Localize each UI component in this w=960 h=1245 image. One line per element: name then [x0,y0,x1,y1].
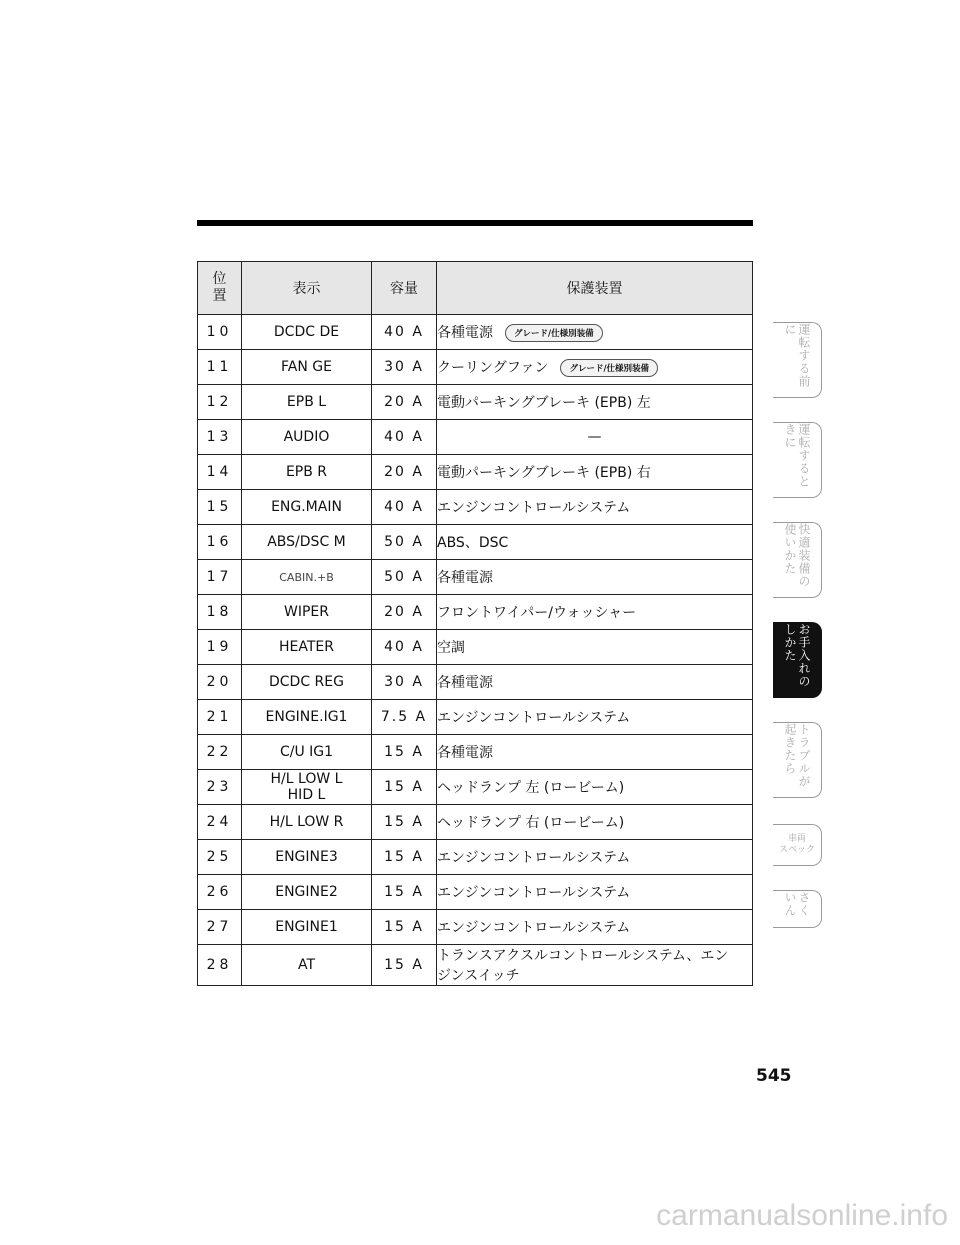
tab-label: さくいん [783,891,811,917]
tab-troubleshooting[interactable] [773,722,822,798]
table-row [198,490,753,525]
table-row [198,665,753,700]
cell-capacity: 15 A [372,805,437,840]
top-rule [197,220,753,226]
cell-position: 23 [198,770,242,805]
tab-label: 快適装備の使いかた [783,523,811,588]
tab-vehicle-specs[interactable] [773,824,822,866]
tab-label: お手入れのしかた [783,623,811,688]
cell-protection: ヘッドランプ 左 (ロービーム) [437,770,753,805]
cell-display: EPB R [242,455,372,490]
cell-display: DCDC DE [242,315,372,350]
table-header-row [198,262,753,315]
tab-index[interactable] [773,890,822,928]
cell-protection: フロントワイパー/ウォッシャー [437,595,753,630]
cell-protection [437,945,753,986]
cell-display: ABS/DSC M [242,525,372,560]
table-row [198,630,753,665]
protection-text: 各種電源 [437,325,493,341]
cell-display: ENGINE.IG1 [242,700,372,735]
table-row [198,385,753,420]
cell-capacity: 40 A [372,315,437,350]
tab-while-driving[interactable] [773,422,822,498]
table-row [198,560,753,595]
display-line-1: H/L LOW L [270,771,343,787]
header-capacity: 容量 [372,262,437,315]
cell-display: C/U IG1 [242,735,372,770]
table-row [198,770,753,805]
display-line-2: HID L [287,787,326,803]
cell-capacity: 15 A [372,770,437,805]
cell-position: 25 [198,840,242,875]
cell-capacity: 20 A [372,455,437,490]
cell-capacity: 40 A [372,630,437,665]
cell-display [242,770,372,805]
tab-label [779,834,815,856]
cell-capacity: 15 A [372,910,437,945]
tab-label: 運転するときに [783,423,811,488]
cell-protection: エンジンコントロールシステム [437,875,753,910]
cell-capacity: 15 A [372,945,437,986]
cell-capacity: 40 A [372,490,437,525]
table-row [198,875,753,910]
table-row [198,350,753,385]
cell-position: 19 [198,630,242,665]
tab-maintenance[interactable] [773,622,822,698]
cell-display: EPB L [242,385,372,420]
cell-capacity: 15 A [372,735,437,770]
page-number: 545 [756,1066,792,1086]
cell-capacity: 30 A [372,350,437,385]
cell-position: 16 [198,525,242,560]
fuse-table [197,261,753,986]
cell-capacity: 50 A [372,525,437,560]
tab-label: 運転する前に [783,323,811,388]
table-row [198,420,753,455]
cell-position: 12 [198,385,242,420]
cell-position: 28 [198,945,242,986]
table-row [198,315,753,350]
cell-display: FAN GE [242,350,372,385]
cell-protection: エンジンコントロールシステム [437,490,753,525]
cell-display: ENGINE3 [242,840,372,875]
cell-display: AT [242,945,372,986]
tab-label-line-1: 車両 [787,834,806,844]
cell-protection [437,350,753,385]
cell-protection: ヘッドランプ 右 (ロービーム) [437,805,753,840]
table-row [198,455,753,490]
cell-display: ENGINE2 [242,875,372,910]
cell-position: 27 [198,910,242,945]
table-row [198,735,753,770]
protection-text: クーリングファン [437,360,549,376]
tab-before-driving[interactable] [773,322,822,398]
table-row [198,805,753,840]
cell-position: 22 [198,735,242,770]
cell-protection: 電動パーキングブレーキ (EPB) 右 [437,455,753,490]
cell-display: DCDC REG [242,665,372,700]
cell-protection: 各種電源 [437,735,753,770]
cell-position: 14 [198,455,242,490]
table-row [198,595,753,630]
cell-capacity: 7.5 A [372,700,437,735]
table-row [198,910,753,945]
cell-position: 18 [198,595,242,630]
grade-badge: グレード/仕様別装備 [505,324,603,342]
cell-capacity: 50 A [372,560,437,595]
cell-protection: ABS、DSC [437,525,753,560]
cell-capacity: 15 A [372,840,437,875]
cell-protection: 各種電源 [437,560,753,595]
cell-position: 20 [198,665,242,700]
header-display: 表示 [242,262,372,315]
cell-display: CABIN.+B [242,560,372,595]
cell-protection: 電動パーキングブレーキ (EPB) 左 [437,385,753,420]
cell-protection: 空調 [437,630,753,665]
cell-position: 15 [198,490,242,525]
cell-capacity: 30 A [372,665,437,700]
cell-display: H/L LOW R [242,805,372,840]
cell-capacity: 20 A [372,385,437,420]
protection-line-1: トランスアクスルコントロールシステム、エン [437,948,729,964]
cell-protection [437,315,753,350]
cell-protection: エンジンコントロールシステム [437,700,753,735]
cell-position: 11 [198,350,242,385]
cell-capacity: 40 A [372,420,437,455]
cell-display: AUDIO [242,420,372,455]
cell-protection [437,420,753,455]
cell-display: HEATER [242,630,372,665]
cell-display: WIPER [242,595,372,630]
protection-line-2: ジンスイッチ [437,968,520,984]
cell-display: ENGINE1 [242,910,372,945]
cell-protection: エンジンコントロールシステム [437,840,753,875]
dash-mark: — [587,429,602,445]
table-row [198,525,753,560]
cell-position: 10 [198,315,242,350]
header-position: 位 置 [198,262,242,315]
cell-protection: エンジンコントロールシステム [437,910,753,945]
cell-position: 26 [198,875,242,910]
cell-position: 17 [198,560,242,595]
tab-comfort-equipment[interactable] [773,522,822,598]
cell-position: 24 [198,805,242,840]
cell-position: 21 [198,700,242,735]
grade-badge: グレード/仕様別装備 [560,359,658,377]
cell-capacity: 20 A [372,595,437,630]
watermark: carmanualsonline.info [656,1199,948,1232]
cell-display: ENG.MAIN [242,490,372,525]
table-row [198,945,753,986]
header-protection: 保護装置 [437,262,753,315]
table-row [198,840,753,875]
tab-label: トラブルが起きたら [783,723,811,788]
table-row [198,700,753,735]
cell-capacity: 15 A [372,875,437,910]
cell-protection: 各種電源 [437,665,753,700]
cell-position: 13 [198,420,242,455]
tab-label-line-2: スペック [778,845,815,855]
